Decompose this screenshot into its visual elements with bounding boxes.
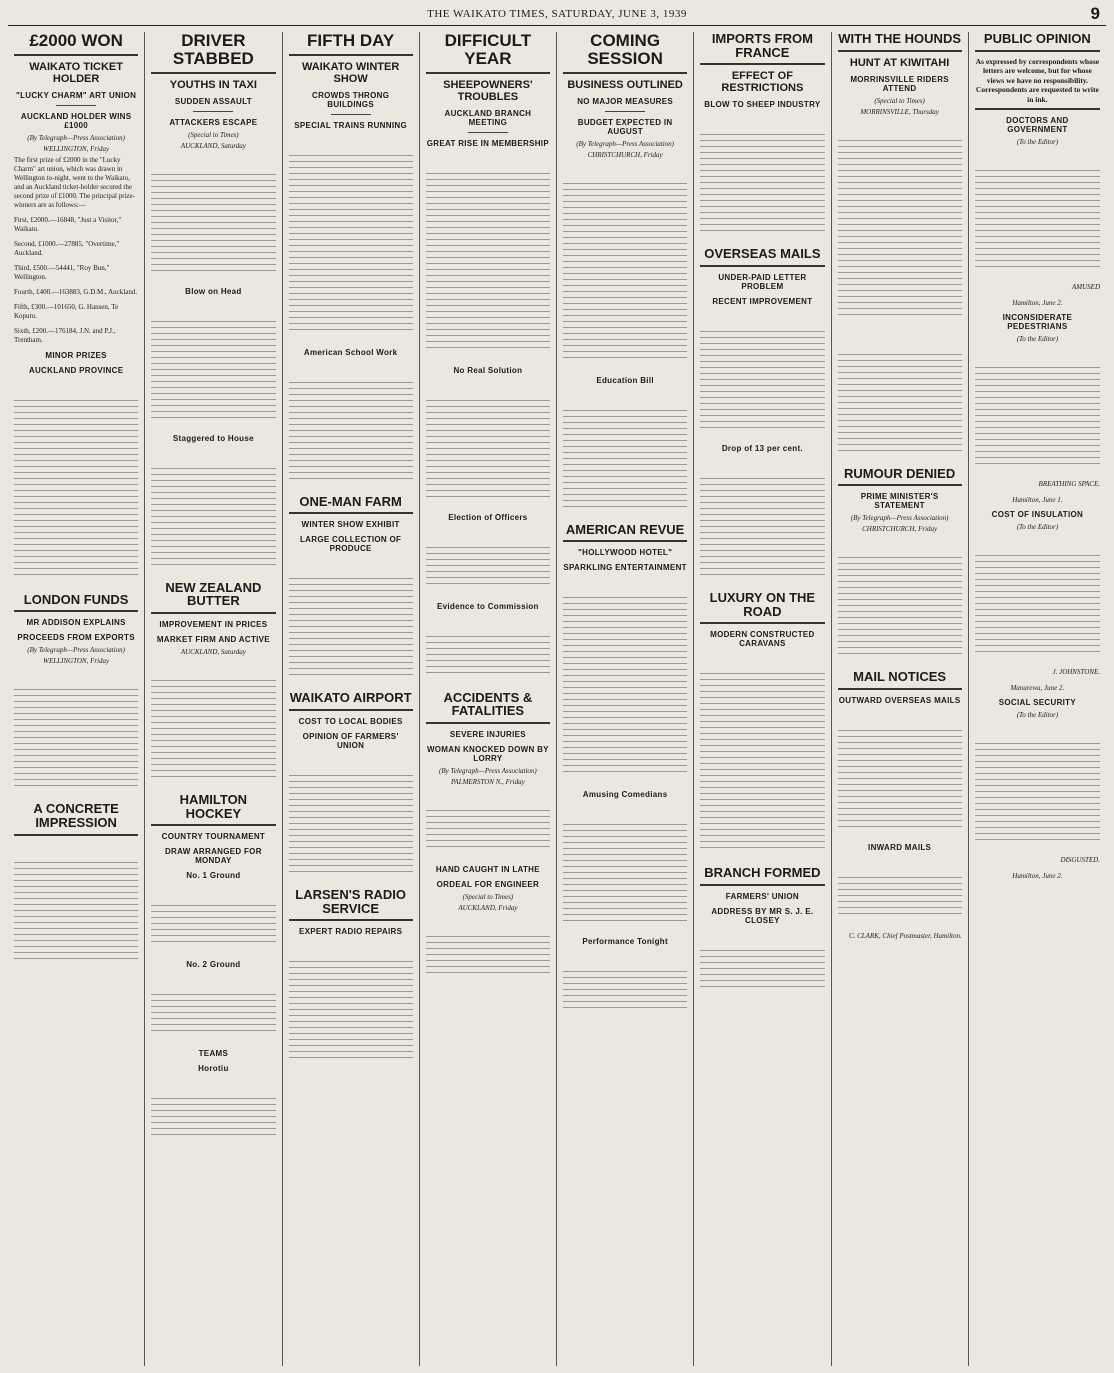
- column-6: [694, 32, 831, 1366]
- headline: MAIL NOTICES: [838, 670, 962, 690]
- column-4: [420, 32, 557, 1366]
- section-head: MINOR PRIZES: [45, 350, 107, 360]
- article-mail-notices: [838, 670, 962, 940]
- letter-to: (To the Editor): [1016, 711, 1059, 720]
- letter-signature: AMUSED: [1072, 283, 1100, 292]
- section-head: Evidence to Commission: [437, 601, 539, 611]
- article-body: The first prize of £2000 in the "Lucky Charm" art union, which was drawn in Wellington to-night, went to the Waikato, and an Auckland ticket-holder secured the second prize of £1000. The principal prize-winners are as follows:—: [14, 155, 135, 209]
- text-block: [151, 447, 275, 567]
- headline: HAMILTON HOCKEY: [151, 793, 275, 826]
- credit: (Special to Times): [874, 96, 925, 105]
- text-block: [838, 536, 962, 656]
- dateline: WELLINGTON, Friday: [43, 657, 110, 666]
- letter-place: Hamilton, June 2.: [1012, 299, 1063, 308]
- deck: ADDRESS BY MR S. J. E. CLOSEY: [711, 906, 814, 925]
- text-block: [838, 856, 962, 918]
- article-nz-butter: [151, 581, 275, 779]
- dateline: CHRISTCHURCH, Friday: [862, 525, 938, 534]
- article-driver-stabbed: [151, 32, 275, 567]
- text-block: [426, 789, 550, 851]
- subheadline: SHEEPOWNERS' TROUBLES: [443, 78, 533, 103]
- deck: PRIME MINISTER'S STATEMENT: [860, 492, 939, 511]
- deck: OUTWARD OVERSEAS MAILS: [838, 695, 961, 705]
- subheadline: WAIKATO WINTER SHOW: [301, 60, 400, 85]
- subheadline: EFFECT OF RESTRICTIONS: [721, 70, 804, 95]
- section-head: Blow on Head: [185, 286, 242, 296]
- subheadline: WAIKATO TICKET HOLDER: [29, 60, 123, 85]
- deck: EXPERT RADIO REPAIRS: [299, 927, 403, 937]
- dateline: PALMERSTON N., Friday: [451, 777, 525, 786]
- prize-2: Second, £1000.—27885, "Overtime," Auckland.: [14, 239, 120, 257]
- subheadline: HUNT AT KIWITAHI: [849, 56, 950, 69]
- divider: [468, 132, 508, 133]
- headline: FIFTH DAY: [289, 32, 413, 56]
- column-1: [8, 32, 145, 1366]
- section-head: Amusing Comedians: [582, 790, 668, 800]
- article-waikato-airport: [289, 691, 413, 874]
- headline: AMERICAN REVUE: [563, 523, 687, 543]
- credit: (By Telegraph—Press Association): [439, 766, 537, 775]
- text-block: [14, 379, 138, 579]
- text-block: [426, 379, 550, 499]
- headline: LARSEN'S RADIO SERVICE: [289, 888, 413, 921]
- credit: (By Telegraph—Press Association): [576, 139, 674, 148]
- article-branch-formed: [700, 866, 824, 991]
- headline: ACCIDENTS & FATALITIES: [426, 691, 550, 724]
- section-head: Drop of 13 per cent.: [721, 443, 803, 453]
- section-head: Horotiu: [198, 1064, 229, 1074]
- deck: SUDDEN ASSAULT: [174, 96, 252, 106]
- column-5: [557, 32, 694, 1366]
- divider: [193, 111, 233, 112]
- deck: "LUCKY CHARM" ART UNION: [15, 90, 137, 100]
- article-2000-won: [14, 32, 138, 579]
- text-block: [151, 153, 275, 273]
- deck: LARGE COLLECTION OF PRODUCE: [299, 535, 402, 554]
- headline: DIFFICULT YEAR: [426, 32, 550, 74]
- text-block: [151, 973, 275, 1035]
- intro-note: As expressed by correspondents whose letters are welcome, but for whose views we have no responsibility. Correspondents are requested to write in ink.: [975, 57, 1100, 111]
- article-accidents: [426, 691, 550, 977]
- prize-3: Third, £500.—54441, "Roy Bun," Wellington.: [14, 263, 110, 281]
- article-fifth-day: [289, 32, 413, 481]
- deck: "HOLLYWOOD HOTEL": [578, 548, 673, 558]
- column-3: [283, 32, 420, 1366]
- text-block: [700, 652, 824, 852]
- headline: RUMOUR DENIED: [838, 467, 962, 487]
- text-block: [838, 709, 962, 829]
- article-one-man-farm: [289, 495, 413, 678]
- letter-to: (To the Editor): [1016, 335, 1059, 344]
- letter-title: DOCTORS AND GOVERNMENT: [1006, 116, 1069, 135]
- dateline: WELLINGTON, Friday: [43, 144, 110, 153]
- deck: RECENT IMPROVEMENT: [712, 296, 813, 306]
- deck: NO MAJOR MEASURES: [577, 96, 674, 106]
- section-head: TEAMS: [198, 1049, 229, 1059]
- deck: BUDGET EXPECTED IN AUGUST: [577, 117, 673, 136]
- text-block: [563, 950, 687, 1012]
- text-block: [289, 940, 413, 1060]
- headline: BRANCH FORMED: [700, 866, 824, 886]
- text-block: [426, 526, 550, 588]
- signature: C. CLARK, Chief Postmaster, Hamilton.: [848, 931, 962, 940]
- deck: WINTER SHOW EXHIBIT: [301, 520, 400, 530]
- letter: [975, 510, 1100, 692]
- text-block: [838, 333, 962, 453]
- credit: (Special to Times): [188, 130, 239, 139]
- letter-place: Hamilton, June 2.: [1012, 872, 1063, 881]
- deck: SEVERE INJURIES: [449, 729, 526, 739]
- page-header: [8, 6, 1106, 26]
- dateline: CHRISTCHURCH, Friday: [587, 150, 663, 159]
- deck: GREAT RISE IN MEMBERSHIP: [426, 138, 549, 148]
- divider: [605, 111, 645, 112]
- letter-signature: DISGUSTED.: [1060, 856, 1100, 865]
- text-block: [289, 557, 413, 677]
- headline: PUBLIC OPINION: [975, 32, 1100, 52]
- column-2: [145, 32, 282, 1366]
- text-block: [14, 841, 138, 961]
- deck: UNDER-PAID LETTER PROBLEM: [718, 272, 807, 291]
- section-head: Election of Officers: [448, 512, 528, 522]
- divider: [56, 105, 96, 106]
- article-concrete-impression: [14, 802, 138, 960]
- article-hamilton-hockey: [151, 793, 275, 1139]
- deck: WOMAN KNOCKED DOWN BY LORRY: [426, 744, 549, 763]
- text-block: [563, 803, 687, 923]
- text-block: [151, 659, 275, 779]
- article-with-hounds: [838, 32, 962, 453]
- letter: [975, 116, 1100, 307]
- deck: MR ADDISON EXPLAINS: [26, 618, 126, 628]
- column-7: [832, 32, 969, 1366]
- deck: HAND CAUGHT IN LATHE: [435, 864, 540, 874]
- text-block: [700, 310, 824, 430]
- section-head: No. 2 Ground: [186, 960, 241, 970]
- article-overseas-mails: [700, 247, 824, 577]
- deck: FARMERS' UNION: [725, 891, 799, 901]
- letter-to: (To the Editor): [1016, 138, 1059, 147]
- text-block: [563, 162, 687, 362]
- column-8: [969, 32, 1106, 1366]
- article-public-opinion: [975, 32, 1100, 110]
- text-block: [289, 754, 413, 874]
- masthead: THE WAIKATO TIMES, SATURDAY, JUNE 3, 1939: [427, 8, 687, 20]
- deck: SPARKLING ENTERTAINMENT: [563, 563, 687, 573]
- article-american-revue: [563, 523, 687, 1013]
- section-head: Performance Tonight: [582, 937, 668, 947]
- article-luxury-road: [700, 591, 824, 852]
- credit: (By Telegraph—Press Association): [27, 646, 125, 655]
- letter-signature: J. JOHNSTONE.: [1052, 668, 1100, 677]
- credit: (Special to Times): [462, 892, 514, 901]
- dateline: MORRINSVILLE, Thursday: [860, 107, 939, 116]
- headline: ONE-MAN FARM: [289, 495, 413, 515]
- headline: IMPORTS FROM FRANCE: [700, 32, 824, 65]
- deck: PROCEEDS FROM EXPORTS: [17, 633, 135, 643]
- newspaper-columns: [8, 32, 1106, 1366]
- deck: ORDEAL FOR ENGINEER: [436, 879, 540, 889]
- letter-title: SOCIAL SECURITY: [998, 698, 1076, 708]
- letter-to: (To the Editor): [1016, 523, 1059, 532]
- prize-6: Sixth, £200.—176184, J.N. and P.J., Trentham.: [14, 326, 116, 344]
- dateline: AUCKLAND, Saturday: [180, 647, 246, 656]
- section-head: No Real Solution: [453, 365, 523, 375]
- deck: IMPROVEMENT IN PRICES: [159, 619, 268, 629]
- letter-title: COST OF INSULATION: [991, 510, 1084, 520]
- text-block: [838, 119, 962, 319]
- credit: (By Telegraph—Press Association): [850, 514, 949, 523]
- section-head: Staggered to House: [172, 433, 254, 443]
- deck: MARKET FIRM AND ACTIVE: [156, 634, 270, 644]
- deck: SPECIAL TRAINS RUNNING: [294, 120, 407, 130]
- subheadline: YOUTHS IN TAXI: [169, 78, 257, 91]
- text-block: [289, 134, 413, 334]
- text-block: [975, 149, 1100, 269]
- headline: DRIVER STABBED: [151, 32, 275, 74]
- letter-title: INCONSIDERATE PEDESTRIANS: [1002, 313, 1073, 332]
- page-number: 9: [1090, 4, 1100, 23]
- article-larsens-radio: [289, 888, 413, 1060]
- text-block: [700, 929, 824, 991]
- headline: A CONCRETE IMPRESSION: [14, 802, 138, 835]
- subheadline: BUSINESS OUTLINED: [567, 78, 683, 91]
- text-block: [426, 615, 550, 677]
- article-rumour-denied: [838, 467, 962, 657]
- text-block: [975, 534, 1100, 654]
- deck: AUCKLAND BRANCH MEETING: [444, 108, 532, 127]
- section-head: American School Work: [303, 347, 398, 357]
- text-block: [975, 346, 1100, 466]
- deck: MORRINSVILLE RIDERS ATTEND: [850, 74, 949, 93]
- headline: LUXURY ON THE ROAD: [700, 591, 824, 624]
- headline: WITH THE HOUNDS: [838, 32, 962, 52]
- credit: (By Telegraph—Press Association): [27, 133, 125, 142]
- text-block: [700, 113, 824, 233]
- headline: COMING SESSION: [563, 32, 687, 74]
- dateline: AUCKLAND, Friday: [458, 903, 518, 912]
- deck: COUNTRY TOURNAMENT: [161, 832, 266, 842]
- section-head: No. 1 Ground: [186, 871, 241, 881]
- text-block: [14, 668, 138, 788]
- text-block: [700, 457, 824, 577]
- deck: MODERN CONSTRUCTED CARAVANS: [710, 630, 815, 649]
- section-head: Education Bill: [596, 375, 654, 385]
- section-head: AUCKLAND PROVINCE: [28, 365, 124, 375]
- deck: BLOW TO SHEEP INDUSTRY: [704, 100, 821, 110]
- text-block: [151, 300, 275, 420]
- text-block: [426, 152, 550, 352]
- deck: AUCKLAND HOLDER WINS £1000: [20, 111, 132, 130]
- prize-4: Fourth, £400.—163883, G.D.M., Auckland.: [14, 287, 138, 296]
- letter: [975, 313, 1100, 504]
- deck: ATTACKERS ESCAPE: [169, 117, 258, 127]
- headline: OVERSEAS MAILS: [700, 247, 824, 267]
- text-block: [563, 576, 687, 776]
- deck: DRAW ARRANGED FOR MONDAY: [164, 847, 262, 866]
- deck: INWARD MAILS: [868, 842, 932, 852]
- dateline: AUCKLAND, Saturday: [180, 141, 246, 150]
- text-block: [289, 361, 413, 481]
- text-block: [151, 884, 275, 946]
- prize-5: Fifth, £300.—101650, G. Hansen, Te Kopuru.: [14, 302, 119, 320]
- divider: [331, 114, 371, 115]
- text-block: [151, 1077, 275, 1139]
- letter-signature: BREATHING SPACE.: [1038, 480, 1100, 489]
- headline: WAIKATO AIRPORT: [289, 691, 413, 711]
- article-difficult-year: [426, 32, 550, 677]
- text-block: [975, 722, 1100, 842]
- text-block: [426, 915, 550, 977]
- letter-place: Manurewa, June 2.: [1010, 684, 1065, 693]
- letter-place: Hamilton, June 1.: [1012, 496, 1063, 505]
- text-block: [563, 389, 687, 509]
- letter: [975, 698, 1100, 880]
- prize-1: First, £2000.—16848, "Just a Visitor," Waikato.: [14, 215, 122, 233]
- article-london-funds: [14, 593, 138, 789]
- deck: COST TO LOCAL BODIES: [298, 717, 403, 727]
- headline: NEW ZEALAND BUTTER: [151, 581, 275, 614]
- article-coming-session: [563, 32, 687, 509]
- headline: LONDON FUNDS: [14, 593, 138, 613]
- article-imports-france: [700, 32, 824, 233]
- deck: OPINION OF FARMERS' UNION: [302, 732, 399, 751]
- headline: £2000 WON: [14, 32, 138, 56]
- deck: CROWDS THRONG BUILDINGS: [312, 90, 390, 109]
